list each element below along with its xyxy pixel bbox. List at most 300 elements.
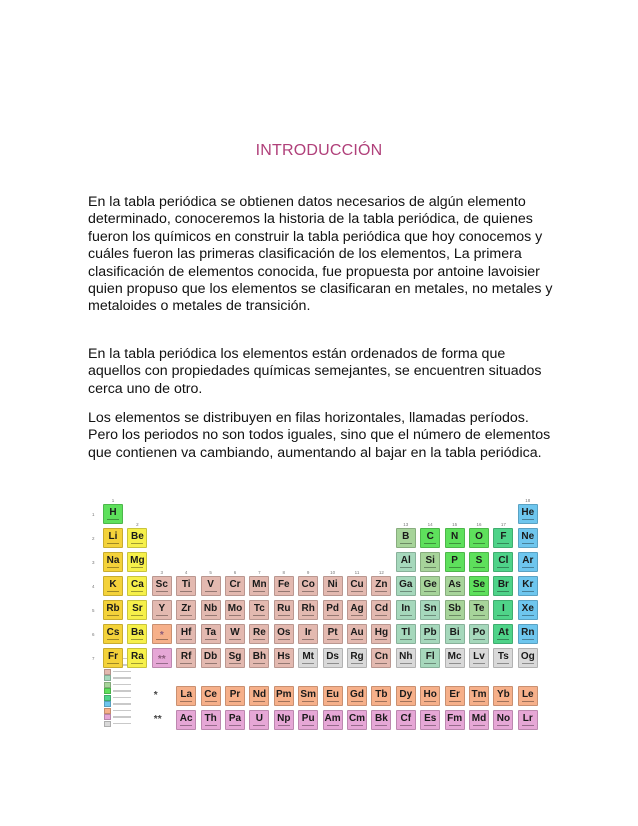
- element-symbol: Nd: [252, 689, 267, 700]
- element-name-line: [180, 663, 192, 664]
- element-cell: [396, 552, 416, 572]
- element-cell: [225, 624, 245, 644]
- element-symbol: Ag: [350, 603, 364, 614]
- series-marker: **: [153, 714, 162, 725]
- element-cell: [518, 528, 538, 548]
- element-symbol: Eu: [326, 689, 339, 700]
- element-cell: [347, 624, 367, 644]
- element-cell: [420, 552, 440, 572]
- element-symbol: Lv: [473, 651, 485, 662]
- element-name-line: [497, 543, 509, 544]
- element-name-line: [327, 701, 339, 702]
- element-symbol: K: [109, 579, 117, 590]
- element-name-line: [131, 639, 143, 640]
- element-cell: [298, 600, 318, 620]
- element-symbol: H: [109, 507, 117, 518]
- element-name-line: [449, 663, 461, 664]
- element-name-line: [278, 701, 290, 702]
- element-symbol: Ti: [181, 579, 191, 590]
- element-symbol: Pm: [276, 689, 292, 700]
- element-cell: [445, 600, 465, 620]
- element-name-line: [327, 725, 339, 726]
- element-name-line: [302, 663, 314, 664]
- legend-swatch: [104, 669, 111, 675]
- period-label: 4: [92, 584, 95, 589]
- group-label: 7: [258, 570, 261, 575]
- element-symbol: Pt: [327, 627, 338, 638]
- element-cell: [493, 624, 513, 644]
- element-name-line: [278, 663, 290, 664]
- element-name-line: [497, 591, 509, 592]
- element-cell: [445, 686, 465, 706]
- legend-text-line: [113, 710, 131, 712]
- element-symbol: F: [500, 531, 507, 542]
- element-symbol: Sc: [155, 579, 168, 590]
- element-name-line: [278, 639, 290, 640]
- element-symbol: Dy: [399, 689, 413, 700]
- element-name-line: [229, 663, 241, 664]
- element-cell: [176, 710, 196, 730]
- element-name-line: [497, 725, 509, 726]
- element-cell: [518, 552, 538, 572]
- element-cell: [274, 710, 294, 730]
- group-label: 10: [330, 570, 336, 575]
- legend-item: [104, 702, 134, 707]
- element-symbol: N: [450, 531, 459, 542]
- legend-item: [104, 695, 134, 700]
- element-symbol: Y: [158, 603, 166, 614]
- element-cell: [371, 624, 391, 644]
- element-symbol: Cn: [374, 651, 389, 662]
- element-name-line: [253, 615, 265, 616]
- group-label: 5: [209, 570, 212, 575]
- element-name-line: [107, 519, 119, 520]
- element-name-line: [400, 725, 412, 726]
- element-cell: [469, 552, 489, 572]
- element-name-line: [205, 639, 217, 640]
- element-name-line: [156, 615, 168, 616]
- element-symbol: Tm: [471, 689, 487, 700]
- legend-item: [104, 682, 134, 687]
- group-label: 2: [136, 522, 139, 527]
- element-name-line: [229, 701, 241, 702]
- element-cell: [127, 600, 147, 620]
- element-symbol: Ho: [423, 689, 437, 700]
- element-name-line: [473, 615, 485, 616]
- legend-swatch: [104, 695, 111, 701]
- element-symbol: Am: [324, 713, 341, 724]
- element-symbol: Gd: [350, 689, 364, 700]
- element-symbol: As: [448, 579, 461, 590]
- element-cell: [201, 648, 221, 668]
- element-cell: [249, 648, 269, 668]
- element-symbol: Ba: [130, 627, 144, 638]
- group-label: 1: [111, 498, 115, 503]
- element-name-line: [522, 701, 534, 702]
- element-symbol: Sb: [448, 603, 461, 614]
- legend-item: [104, 715, 134, 720]
- element-cell: [152, 576, 172, 596]
- group-label: 16: [476, 522, 482, 527]
- element-name-line: [424, 615, 436, 616]
- element-cell: [493, 552, 513, 572]
- legend-swatch: [104, 675, 111, 681]
- element-cell: [347, 600, 367, 620]
- element-cell: [298, 710, 318, 730]
- element-symbol: Ra: [130, 651, 144, 662]
- element-symbol: Cm: [348, 713, 366, 724]
- element-name-line: [253, 591, 265, 592]
- element-name-line: [497, 567, 509, 568]
- element-cell: [445, 576, 465, 596]
- element-name-line: [107, 615, 119, 616]
- period-label: 1: [92, 512, 95, 517]
- element-name-line: [205, 663, 217, 664]
- element-symbol: Hf: [180, 627, 192, 638]
- element-name-line: [449, 701, 461, 702]
- group-label: 15: [452, 522, 458, 527]
- element-name-line: [107, 543, 119, 544]
- element-symbol: Tl: [401, 627, 411, 638]
- element-symbol: Na: [106, 555, 120, 566]
- element-name-line: [205, 725, 217, 726]
- group-label: 6: [233, 570, 237, 575]
- element-name-line: [253, 663, 265, 664]
- element-cell: [469, 648, 489, 668]
- element-symbol: Lr: [522, 713, 533, 724]
- element-symbol: *: [159, 630, 164, 641]
- legend-text-line: [113, 677, 131, 679]
- element-cell: [396, 624, 416, 644]
- element-cell: [445, 710, 465, 730]
- element-symbol: Co: [301, 579, 315, 590]
- element-cell: [347, 576, 367, 596]
- element-cell: [201, 600, 221, 620]
- element-symbol: Rg: [350, 651, 364, 662]
- element-symbol: Ds: [326, 651, 339, 662]
- element-cell: [201, 624, 221, 644]
- element-cell: [103, 648, 123, 668]
- intro-paragraph-3: Los elementos se distribuyen en filas horizontales, llamadas períodos. Pero los periodos no son todos iguales, sino que el número de elementos que contienen va cambiando, aumentando al bajar en la tabla periódica.: [88, 410, 551, 461]
- element-cell: [127, 576, 147, 596]
- element-cell: [323, 648, 343, 668]
- element-name-line: [351, 615, 363, 616]
- element-symbol: Ta: [205, 627, 217, 638]
- element-cell: [493, 528, 513, 548]
- element-name-line: [424, 639, 436, 640]
- legend-swatch: [104, 721, 111, 727]
- element-symbol: Ar: [522, 555, 534, 566]
- element-name-line: [107, 591, 119, 592]
- element-symbol: Cd: [374, 603, 389, 614]
- intro-paragraph-1: En la tabla periódica se obtienen datos necesarios de algún elemento determinado, conoceremos la historia de la tabla periódica, de quienes fueron los químicos en construir la tabla periódica que hoy conocemos y cuáles fueron las primeras clasificación de los elementos, La primera clasificación de elementos conocida, fue propuesta por antoine lavoisier quien propuso que los elementos se clasificaran en metales, no metales y metaloides o metales de transición.: [88, 194, 553, 315]
- element-cell: [420, 710, 440, 730]
- element-cell: [396, 648, 416, 668]
- legend-item: [104, 708, 134, 713]
- element-name-line: [473, 663, 485, 664]
- element-symbol: He: [521, 507, 535, 518]
- element-symbol: Ru: [277, 603, 291, 614]
- element-cell: [249, 710, 269, 730]
- legend-swatch: [104, 701, 111, 707]
- element-name-line: [302, 725, 314, 726]
- element-cell: [420, 686, 440, 706]
- element-symbol: Mn: [252, 579, 267, 590]
- element-symbol: U: [255, 713, 263, 724]
- element-name-line: [375, 663, 387, 664]
- element-symbol: C: [426, 531, 434, 542]
- element-name-line: [497, 639, 509, 640]
- element-name-line: [156, 663, 168, 664]
- element-symbol: Pa: [228, 713, 242, 724]
- legend-text-line: [113, 723, 131, 725]
- element-name-line: [156, 639, 168, 640]
- element-symbol: Ac: [179, 713, 193, 724]
- period-label: 6: [92, 632, 95, 637]
- element-symbol: Xe: [521, 603, 534, 614]
- element-name-line: [180, 591, 192, 592]
- element-cell: [323, 686, 343, 706]
- element-cell: [420, 528, 440, 548]
- element-cell: [396, 710, 416, 730]
- element-name-line: [351, 725, 363, 726]
- group-label: 4: [184, 570, 188, 575]
- element-name-line: [180, 725, 192, 726]
- page-title: INTRODUCCIÓN: [255, 142, 383, 159]
- element-cell: [445, 648, 465, 668]
- element-cell: [274, 648, 294, 668]
- element-symbol: P: [451, 555, 458, 566]
- element-name-line: [278, 615, 290, 616]
- element-name-line: [522, 639, 534, 640]
- element-cell: [493, 710, 513, 730]
- element-symbol: Li: [108, 531, 118, 542]
- element-symbol: Mo: [227, 603, 243, 614]
- element-cell: [518, 710, 538, 730]
- element-name-line: [205, 615, 217, 616]
- element-cell: [152, 624, 172, 644]
- element-name-line: [302, 701, 314, 702]
- element-cell: [127, 624, 147, 644]
- element-cell: [103, 576, 123, 596]
- element-symbol: I: [502, 603, 505, 614]
- series-marker: *: [153, 690, 158, 701]
- element-cell: [201, 576, 221, 596]
- element-symbol: Mg: [130, 555, 145, 566]
- element-name-line: [229, 615, 241, 616]
- element-cell: [469, 686, 489, 706]
- element-name-line: [424, 543, 436, 544]
- element-symbol: Er: [449, 689, 460, 700]
- element-name-line: [497, 663, 509, 664]
- element-name-line: [180, 639, 192, 640]
- element-symbol: Si: [425, 555, 435, 566]
- element-name-line: [473, 591, 485, 592]
- element-name-line: [449, 591, 461, 592]
- legend-swatch: [104, 688, 111, 694]
- element-name-line: [375, 591, 387, 592]
- element-cell: [420, 624, 440, 644]
- element-cell: [420, 576, 440, 596]
- element-cell: [201, 710, 221, 730]
- element-cell: [518, 504, 538, 524]
- element-name-line: [180, 615, 192, 616]
- element-name-line: [449, 543, 461, 544]
- element-cell: [103, 552, 123, 572]
- legend-item: [104, 669, 134, 674]
- element-cell: [225, 686, 245, 706]
- element-symbol: Zr: [181, 603, 192, 614]
- element-cell: [103, 600, 123, 620]
- element-name-line: [278, 591, 290, 592]
- element-cell: [127, 648, 147, 668]
- element-symbol: Se: [472, 579, 486, 590]
- element-symbol: Mc: [447, 651, 462, 662]
- legend-swatch: [104, 714, 111, 720]
- element-name-line: [522, 543, 534, 544]
- element-name-line: [205, 701, 217, 702]
- element-cell: [274, 600, 294, 620]
- element-cell: [469, 710, 489, 730]
- element-cell: [493, 576, 513, 596]
- element-name-line: [351, 701, 363, 702]
- element-cell: [225, 648, 245, 668]
- element-cell: [469, 528, 489, 548]
- element-symbol: Sr: [132, 603, 143, 614]
- element-name-line: [302, 639, 314, 640]
- element-name-line: [351, 663, 363, 664]
- element-symbol: Th: [204, 713, 217, 724]
- element-symbol: Ge: [423, 579, 437, 590]
- element-cell: [371, 710, 391, 730]
- element-name-line: [375, 615, 387, 616]
- element-name-line: [449, 567, 461, 568]
- element-name-line: [229, 725, 241, 726]
- element-cell: [323, 710, 343, 730]
- element-cell: [298, 648, 318, 668]
- element-cell: [371, 686, 391, 706]
- element-cell: [249, 686, 269, 706]
- element-symbol: Rb: [106, 603, 120, 614]
- element-cell: [323, 624, 343, 644]
- element-symbol: **: [157, 654, 166, 665]
- element-symbol: Fm: [447, 713, 463, 724]
- legend-text-line: [113, 703, 131, 705]
- element-cell: [518, 648, 538, 668]
- element-cell: [347, 710, 367, 730]
- element-symbol: Br: [497, 579, 509, 590]
- element-name-line: [302, 615, 314, 616]
- element-name-line: [473, 639, 485, 640]
- element-symbol: Bk: [374, 713, 388, 724]
- element-name-line: [278, 725, 290, 726]
- element-symbol: Al: [400, 555, 411, 566]
- element-cell: [493, 648, 513, 668]
- element-symbol: Sn: [423, 603, 437, 614]
- element-name-line: [253, 639, 265, 640]
- element-name-line: [327, 591, 339, 592]
- element-cell: [249, 600, 269, 620]
- element-name-line: [107, 567, 119, 568]
- element-name-line: [131, 543, 143, 544]
- element-cell: [518, 600, 538, 620]
- element-cell: [323, 600, 343, 620]
- element-name-line: [375, 701, 387, 702]
- element-symbol: Pu: [301, 713, 315, 724]
- element-name-line: [424, 567, 436, 568]
- element-symbol: Fr: [108, 651, 118, 662]
- element-symbol: Le: [521, 689, 534, 700]
- element-symbol: No: [496, 713, 511, 724]
- element-name-line: [229, 591, 241, 592]
- group-label: 14: [427, 522, 433, 527]
- element-name-line: [253, 701, 265, 702]
- element-cell: [176, 686, 196, 706]
- element-name-line: [156, 591, 168, 592]
- element-name-line: [131, 567, 143, 568]
- element-symbol: Db: [203, 651, 218, 662]
- element-name-line: [522, 567, 534, 568]
- element-name-line: [473, 701, 485, 702]
- element-cell: [445, 552, 465, 572]
- element-cell: [176, 624, 196, 644]
- element-symbol: B: [402, 531, 410, 542]
- element-cell: [249, 576, 269, 596]
- element-cell: [445, 528, 465, 548]
- element-symbol: Ca: [130, 579, 144, 590]
- legend-text-line: [113, 684, 131, 686]
- element-cell: [274, 576, 294, 596]
- legend-item: [104, 676, 134, 681]
- element-cell: [323, 576, 343, 596]
- element-cell: [127, 552, 147, 572]
- element-name-line: [449, 615, 461, 616]
- element-symbol: Cf: [400, 713, 412, 724]
- element-cell: [396, 600, 416, 620]
- element-symbol: Os: [277, 627, 291, 638]
- element-cell: [469, 600, 489, 620]
- element-symbol: Mt: [302, 651, 315, 662]
- element-symbol: O: [475, 531, 483, 542]
- element-symbol: Bi: [449, 627, 460, 638]
- element-cell: [176, 648, 196, 668]
- element-symbol: Ga: [399, 579, 413, 590]
- element-symbol: Re: [252, 627, 266, 638]
- element-cell: [371, 576, 391, 596]
- element-cell: [176, 600, 196, 620]
- element-cell: [103, 504, 123, 524]
- element-name-line: [473, 543, 485, 544]
- element-symbol: Sm: [300, 689, 316, 700]
- element-symbol: S: [475, 555, 483, 566]
- element-name-line: [522, 663, 534, 664]
- element-symbol: Zn: [375, 579, 388, 590]
- element-symbol: Cl: [498, 555, 509, 566]
- element-cell: [225, 710, 245, 730]
- element-name-line: [229, 639, 241, 640]
- element-name-line: [327, 663, 339, 664]
- element-cell: [518, 624, 538, 644]
- element-name-line: [522, 591, 534, 592]
- group-label: 8: [282, 570, 286, 575]
- element-cell: [469, 624, 489, 644]
- element-cell: [249, 624, 269, 644]
- element-symbol: Es: [424, 713, 437, 724]
- element-cell: [445, 624, 465, 644]
- element-symbol: Rn: [521, 627, 535, 638]
- element-name-line: [400, 543, 412, 544]
- element-cell: [420, 600, 440, 620]
